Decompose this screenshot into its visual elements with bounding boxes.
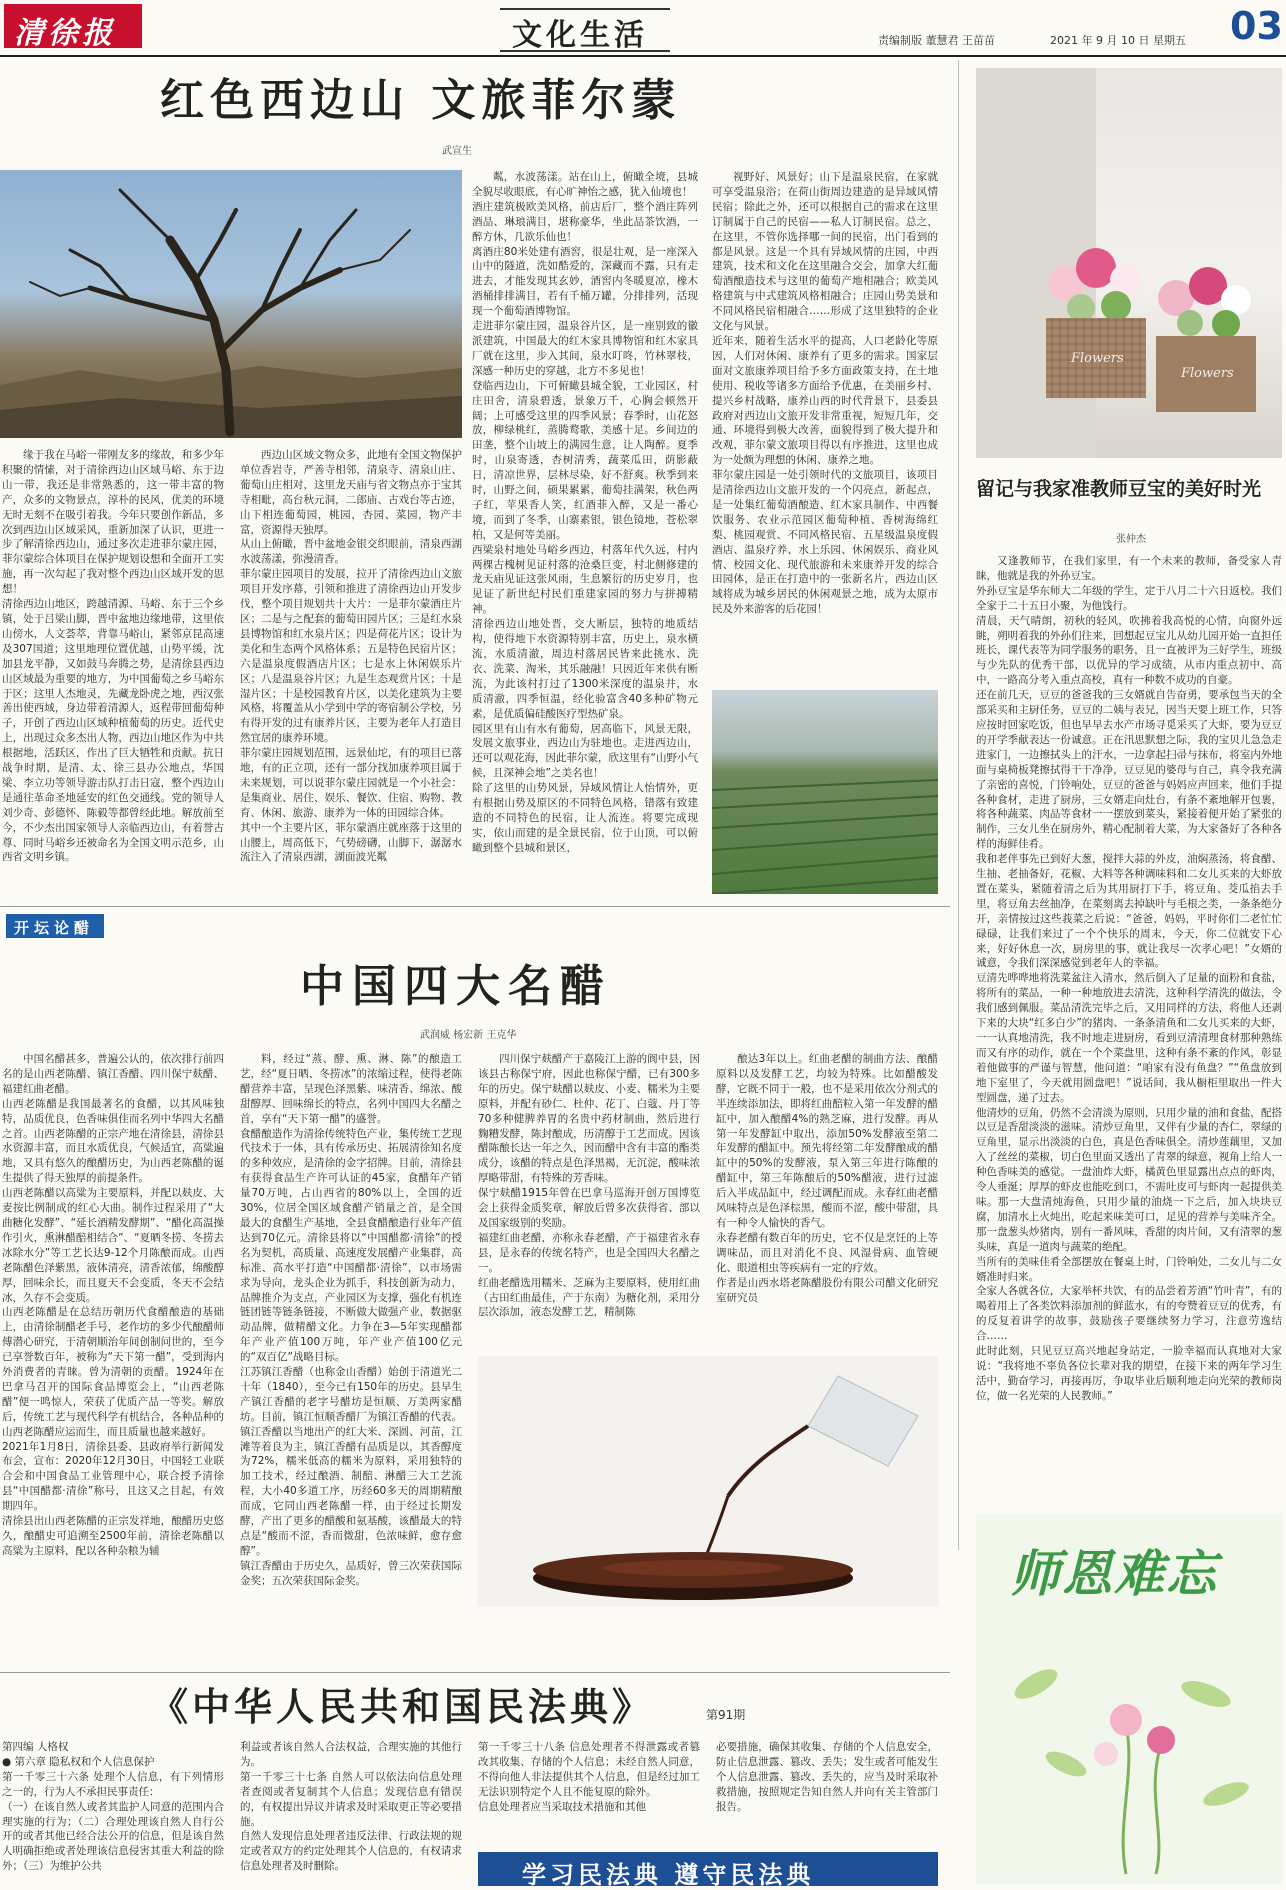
basket-label-1: Flowers	[1071, 351, 1124, 366]
vinegar-pour-drawing	[478, 1356, 938, 1606]
forum-title: 中国四大名醋	[300, 961, 612, 1012]
editor-credits: 责编制版 董慧君 王苗苗	[878, 34, 995, 47]
side-top-title: 留记与我家准教师豆宝的美好时光	[976, 478, 1262, 500]
civil-code-col4: 必要措施，确保其收集、存储的个人信息安全，防止信息泄露、篡改、丢失；发生或者可能发生个人信息泄露、篡改、丢失的，应当及时采取补救措施，按照规定告知自然人并向有关主管部门报告。	[716, 1741, 938, 1813]
side-top-text: 又逢教师节，在我们家里，有一个未来的教师，备受家人青睐，他就是我的外孙豆宝。 外孙豆宝是华东师大二年级的学生，定于八月二十六日返校。我们全家于二十五日小聚，为他饯行。 清晨，天气晴朗，初秋的轻风，吹拂着我高悦的心情，向窗外远眺，朔明着我的外孙们往来，回想起豆宝儿从幼儿园开始一直担任班长，课代表等为同学服务的职务，且一直被评为三好学生，班级与少先队的优秀干部，以优异的学习成绩，从市内重点初中、高中，一路高分考入重点高校，真有一种数不成功的自豪。 还在前几天，豆豆的爸爸我的三女婿就自告奋勇，要承包当天的全部采买和主厨任务，豆豆的二姨与表兄，因当天要上班工作，只答应按时回家吃饭，但也早早去水产市场寻觅采买了大虾，要为豆豆的开学季献表达一份诚意。正在汛思默想之际，我的宝贝儿急急走进家门，一边擦拭头上的汗水，一边拿起扫帚与抹布，将室内外地面与桌椅板凳擦拭得干干净净，豆豆见的婆母与自己，真令我充满了亲密的喜悦，门铃响处，豆豆的爸爸与妈妈应声回来，他们手提各种食材，走进了厨房，三女婿走向灶台，有条不紊地解开包裹，将各种蔬菜、肉品等食材一一摆放到菜头，紧接着便开始了紧张的制作，三女儿坐在厨房外，精心配制着大菜，为大家备好了各种各样的海鲜佳肴。 我和老伴事先已到好大葱，搅拌大蒜的外皮，油焖蒸汤，将食醋、生抽、老抽备好，花椒、大料等各种调味料和二女儿买来的大虾放置在菜头，紧随着清之后为其用厨打下手，将豆角、茭瓜掐去手里，将豆角去丝抽净，在菜刻离去掉缺叶与毛根之类，一条条绝分开，亲情按过这些莪菜之后说：“爸爸，妈妈，平时你们二老忙忙碌碌，让我们来过了一个个快乐的周末，今天，你二位就安下心来，好好休息一次，厨房里的事，就让我尽一次孝心吧！”女婿的诚意，令我们深深感觉到老年人的幸福。 豆清先哗哗地将洗菜盆注入清水，然后倒入了足量的面粉和食盐，将所有的菜品，一种一种地放进去清洗，这种科学清洗的做法，令我们感到佩服。菜品清洗完毕之后，又用同样的方法，将他人还剥下来的大块“红多白少”的猪肉、一条条清鱼和二女儿买来的大虾，一一认真地清洗，我不时地走进厨房，看到豆清清理食材那种熟练而又有序的动作，就在一个个菜盘里，这种有条不紊的作风，彰显着他做事的严谨与智慧，他问道：“咱家有没有鱼盘？”“鱼盘放到地下室里了，今天就用圆盘吧！”说话间，我从橱柜里取出一件大型圆盘，递了过去。 他清炒的豆角，仍然不会清淡为原则，只用少量的油和食盐，配搭以豆是香甜淡淡的滋味。清炒豆角里，又伴有少量的杏仁，翠绿的豆角里，显示出淡淡的白色，真是色香味俱全。清炒莲藕里，又加入了丝丝的菜椒，切白色里面又透出了青翠的绿意，视角上给人一种色香味美的感觉。一盘油炸大虾，橘黄色里显露出点点的虾肉，令人垂涎；厚厚的虾皮也能吃到口，不需吐皮可与虾肉一起提供美味。那一大盘清炖海鱼，只用少量的油烧一下之后，加入块块豆腐，加清水上火炖出，吃起来味美可口，足见的营养与美味齐全。那一盘葱头炒猪肉，别有一番风味，香甜的肉片间，又有清翠的葱头味，真是一道肉与蔬菜的绝配。 当所有的美味佳肴全部摆放在餐桌上时，门铃响处，二女儿与二女婿准时归来。 全家人各就各位，大家举杯共饮，有的品尝着芳酒“竹叶青”，有的喝着用上了各类饮料添加剂的鲜蓝水，有的夸赞着豆豆的优秀，有的反复着讲学的故事，鼓励孩子要继续努力学习，注意劳逸结合…… 此时此刻，只见豆豆高兴地起身站定，一脸幸福而认真地对大家说：“我将地不辜负各位长辈对我的期望，在接下来的两年学习生活中，勤奋学习，再接再厉，争取毕业后顺利地走向光荣的教师岗位，做一名光荣的人民教师。”	[976, 555, 1282, 1402]
forum-col2: 料，经过“蒸、酵、熏、淋、陈”的酿造工艺，经“夏日晒、冬捞冰”的浓缩过程，使得老陈醋营养丰富，呈现色泽黑紫、味清香、绵浓、酸甜醇厚、回味绵长的特点，名列中国四大名醋之首，享有“天下第一醋”的盛誉。 食醋酿造作为清徐传统特色产业，集传统工艺现代技术于一体，具有传承历史、拓展清徐知名度的多种效应，是清徐的金字招牌。目前，清徐县有获得食品生产许可认证的45家，食醋年产销量70万吨，占山西省的80%以上，全国的近30%，位居全国区域食醋产销量之首，是全国最大的食醋生产基地，全县食醋酿造行业年产值达到70亿元。清徐县将以“中国醋都·清徐”的授名为契机，高质量、高速度发展醋产业集群，高标准、高水平打造“中国醋都·清徐”，以市场需求为导向，龙头企业为抓手，科技创新为动力，品牌推介为支点，产业园区为支撑，强化有机连链团链等链条链接，不断做大做强产业，数据驱动品牌，做精醋文化。力争在3—5年实现醋都年产业产值100万吨，年产业产值100亿元的“双百亿”战略目标。 江苏镇江香醋（也称金山香醋）始创于清道光二十年（1840），至今已有150年的历史。县早生产镇江香醋的老字号醋坊是恒顺、万美两家醋坊。目前，镇江恒顺香醋厂为镇江香醋的代表。镇江香醋以当地出产的红大米、深圆、河苗，江滩等着良为主，镇江香醋有品质是以，其香醇度为72%，糯米低高的糯米为原料，采用独特的加工技术，经过酿酒、制醅、淋醋三大工艺流程，大小40多道工序，历经60多天的周期精酿而成，它同山西老陈醋一样，由于经过长期发酵，产出了更多的醋酸和氨基酸，该醋最大的特点是“酸而不涩，香而微甜，色浓味鲜，愈存愈醇”。 镇江香醋由于历史久，品质好，曾三次荣获国际金奖；五次荣获国际金奖。	[240, 1053, 462, 1587]
issue-date: 2021 年 9 月 10 日 星期五	[1050, 34, 1186, 47]
civil-code-col2: 利益或者该自然人合法权益，合理实施的其他行为。 第一千零三十七条 自然人可以依法向信息处理者查阅或者复制其个人信息；发现信息有错误的，有权提出异议并请求及时采取更正等必要措施。 自然人发现信息处理者违反法律、行政法规的规定或者双方的约定处理其个人信息的，有权请求信息处理者及时删除。	[240, 1741, 462, 1873]
forum-photo-vinegar	[478, 1356, 938, 1606]
forum-label: 开坛论醋	[14, 919, 95, 937]
masthead	[0, 0, 1286, 56]
flower-baskets-drawing	[976, 68, 1282, 458]
side-top-author: 张仲杰	[1116, 534, 1146, 545]
flowers-and-leaves-illustration	[976, 1624, 1282, 1884]
tree-drawing	[0, 170, 462, 438]
article1-col4: 视野好、风景好；山下是温泉民宿，在家就可享受温泉浴；在荷山街周边建造的是异域风情民宿；除此之外，还可以根据自己的需求在这里订制属于自己的民宿——私人订制民宿。总之，在这里，不管你选择哪一间的民宿，出门看到的都是风景。这是一个具有异域风情的庄园，中西建筑，技术和文化在这里融合交会，加拿大红葡萄酒酿造技术与这里的葡萄产地相融合；欧美风格建筑与中式建筑风格相融合；庄园山势美景和不同风格民宿相融合……形成了这里独特的企业文化与风景。 近年来，随着生活水平的提高，人口老龄化等原因，人们对休闲、康养有了更多的需求。国家层面对文旅康养项目给予多方面政策支持，在土地使用、税收等诸多方面给予优惠，在美丽乡村、提兴乡村战略，康养山西的时代背景下，县委县政府对西边山文旅开发非常重视，短短几年，交通、环境得到极大改善，面貌得到了极大提升和改观，菲尔蒙文旅项目得以有序推进，这里也成为一处颇为理想的休闲、康养之地。 菲尔蒙庄园是一处引领时代的文旅项目，该项目是清徐西边山文旅开发的一个闪亮点，新起点，是一处集红葡萄酒酿造、红木家具制作、中西餐饮服务、农业示范园区葡萄种植、香树海绵红梨、桃园观赏、不同风格民宿、五星级温泉度假酒店、温泉疗养、水上乐园、休闲娱乐、商业风情、校园文化、现代旅游和未来康养开发的综合田园体，是正在打造中的一张新名片，西边山区域将成为城乡居民的休闲观景之地，成为太原市民及外来游客的后花园！	[712, 171, 938, 616]
forum-top-rule	[0, 906, 950, 907]
forum-col3: 四川保宁麸醋产于嘉陵江上游的阆中县，因该县古称保宁府，因此也称保宁醋，已有300多年的历史。保宁麸醋以麸皮、小麦、糯米为主要原料，并配有砂仁、杜仲、花丁、白蔻、丹丁等70多种健脾养胃的名贵中药材制曲，然后进行麴糟发酵，陈封酿成，历清醇于工艺而成。因该醋陈酿长达一年之久，因而醋中含有丰富的酯类成分，该醋的特点是色泽黑褐，无沉淀，酸味浓厚略带甜，有特殊的芳香味。 保宁麸醋1915年曾在巴拿马巡海开创万国博览会上获得金质奖章，解放后曾多次获得省、部以及国家级别的奖励。 福建红曲老醋，亦称永春老醋，产于福建省永春县，是永春的传统名特产，也是全国四大名醋之一。 红曲老醋选用糯米、芝麻为主要原料，使用红曲（古田红曲最佳，产于东南）为糖化剂，采用分层次添加，液态发酵工艺，精制陈	[478, 1053, 700, 1319]
section-title: 文化生活	[512, 18, 648, 53]
vineyard-drawing	[712, 690, 938, 894]
civil-code-title: 《中华人民共和国民法典》	[150, 1684, 655, 1729]
article1-col3: 粼，水波荡漾。站在山上，俯瞰全境，县城全貌尽收眼底，有心旷神怡之感，犹入仙境也！ 酒庄建筑极欧美风格，前店后厂，整个酒庄阵列酒品、琳琅满目，堪称豪华，坐此品茶饮酒，一醉方休，几欲乐仙也！ 离酒庄80米处建有酒窖，很是壮观，是一座深入山中的隧道，洗如酷爱的，深藏而不露，只有走进去，才能发现其玄妙，酒窖内冬暖夏凉，橡木酒桶排排满目，若有千桶万罐，分排排列，活现现一个葡萄酒博物馆。 走进菲尔蒙庄园，温泉谷片区，是一座别致的徽派建筑，中国最大的红木家具博物馆和红木家具厂就在这里，步入其间，泉水叮咚，竹林翠枝，深感一种历史的穿越，北方不多见也！ 登临西边山，下可俯瞰县城全貌，工业园区，村庄田舍，清泉碧透，景象万千，心胸会顿然开阔；上可感受这里的四季风景；春季时，山花怒放，柳绿桃红，蒸腾鹜歌，美感十足。乡间边的田垄，整个山坡上的满园生意，让人陶醉。夏季时，山泉寄透，杏树清秀，蔬菜瓜田，荫影蔽日，清凉世界，层林尽染，好不舒爽。秋季到来时，山野之间，硕果累累，葡萄挂满架，秋色两子红，苹果香人笑，红酒菲入醉，又是一番心境，而到了冬季，山寨素银，银色镜地，苍松翠柏，又是何等美丽。 西梁泉村地处马峪乡西边，村落年代久远，村内两棵古槐树见证村落的沧桑巨变，村北侧修建的龙天庙见证这张风雨，生息繁衍的历史岁月，也见证了新世纪村民们重建家园的努力与拼搏精神。 清徐西边山地处晋，交大断层，独特的地质结构，使得地下水资源特别丰富，历史上，泉水横流，水质清澈，周边村落居民皆来此挑水、洗衣、洗菜、淘米，其乐融融！只因近年来供有断流，为此该村打过了1300米深度的温泉井，水质清澈，四季恒温，经化验富含40多种矿物元素，是优质偏硅酸医疗型热矿泉。 园区里有山有水有葡萄，居高临下，风景无限，发展文旅事业，西边山为驻地也。走进西边山，还可以观花海，因此菲尔蒙，欣这里有“山野小气候，且深神会地”之美名也！ 除了这里的山势风景，异域风情让人怡情外，更有根据山势及原区的不同特色风格，错落有致建造的不同特色的民宿，让人流连。将要完成现实，依山而建的是全景民宿，位于山顶，可以俯瞰到整个县城和景区，	[472, 171, 698, 854]
masthead-rule	[0, 55, 1286, 57]
forum-col4: 酿达3年以上。红曲老醋的制曲方法、酿醋原料以及发酵工艺，均较为特殊。比如醋酸发酵，它既不同于一般，也不是采用依次分剂式的半连续添加法，即将红曲醅粒入第一年发酵的醋缸中，加入酿醋4%的熟芝麻，进行发酵。再从第一年发酵缸中取出，添加50%发酵液至第二年发酵的醋缸中。预先将经第二年发酵酿成的醋缸中的50%的发酵液，泵入第三年进行陈酿的醋缸中，第三年陈酿后的50%醋液，进行过滤后入半成品缸中，经过调配而成。永春红曲老醋风味特点是色泽棕黑，酸而不涩，酸中带甜，具有一种令人愉快的香气。 永春老醋有数百年的历史，它不仅是烹饪的上等调味品，而且对消化不良、风湿骨病、血管硬化、眼道相虫等疾病有一定的疗效。 作者是山西水塔老陈醋股份有限公司醋文化研究室研究员	[716, 1053, 938, 1304]
civil-code-slogan: 学习民法典 遵守民法典	[522, 1860, 815, 1889]
basket-label-2: Flowers	[1181, 366, 1234, 381]
page-number: 03	[1230, 4, 1283, 48]
article1-col2: 西边山区域文物众多，此地有全国文物保护单位香岩寺，严善寺相邻，清泉寺、清泉山庄、葡萄山庄相对，这里龙天庙与省文物点亦于宝其寺相毗，高台秋元洞，二郎庙、古戏台等古迹，山下相连葡萄园，桃园，杏园、菜园，物产丰富，资源得天独厚。 从山上俯瞰，晋中盆地金银交织眼前，清泉西湖水波荡漾，弥漫清香。 菲尔蒙庄园项目的发展，拉开了清徐西边山文旅项目开发序幕，引领和推进了清徐西边山开发步伐，整个项目规划共十大片：一是菲尔蒙酒庄片区；二是与之配套的葡萄田园片区；三是红水泉县博物馆和红水泉片区；四是荷花片区；设计为美化和生态两个风格体系；五是特色民宿片区；六是温泉度假酒店片区；七是水上休闲娱乐片区；八是温泉谷片区；九是生态观赏片区；十是湿片区；十是校园教育片区，以美化建筑为主要风格，将覆盖从小学到中学的寄宿制公学校，另有得开发的过有康养片区，主要为老年人打造目然宜居的康养环境。 菲尔蒙庄园规划范围，远景仙坨，有的项目已落地，有的正立项，还有一部分找加康养项目属于未来规划，可以说菲尔蒙庄园就是一个小社会：是集商业、居住、娱乐、餐饮、住宿、购物、教育、休闲、旅游、康养为一体的田园综合体。 其中一个主要片区，菲尔蒙酒庄就座落于这里的山腰上，周高低下，气势磅礴，山脚下，潺潺水流注入了清泉西湖，湖面波光粼	[240, 449, 462, 864]
article1-title: 红色西边山 文旅菲尔蒙	[160, 75, 682, 126]
article1-photo-vineyard	[712, 690, 938, 894]
civil-code-top-rule	[0, 1672, 950, 1673]
article1-author: 武宣生	[442, 146, 472, 157]
article1-photo-tree	[0, 170, 462, 438]
civil-code-issue: 第91期	[706, 1708, 746, 1722]
civil-code-col3: 第一千零三十八条 信息处理者不得泄露或者篡改其收集、存储的个人信息；未经自然人同意，不得向他人非法提供其个人信息，但是经过加工无法识别特定个人且不能复原的除外。 信息处理者应当采取技术措施和其他	[478, 1741, 700, 1813]
side-bottom-panel	[976, 1514, 1282, 1884]
divider-article1-side	[958, 60, 959, 1550]
side-bottom-title: 师恩难忘	[1010, 1544, 1218, 1603]
civil-code-col1: 第四编 人格权 ● 第六章 隐私权和个人信息保护 第一千零三十六条 处理个人信息，有下列情形之一的，行为人不承担民事责任： （一）在该自然人或者其监护人同意的范围内合理实施的行为；（二）合理处理该自然人自行公开的或者其他已经合法公开的信息，但是该自然人明确拒绝或者处理该信息侵害其重大利益的除外；（三）为维护公共	[2, 1741, 224, 1873]
forum-authors: 武润威 杨宏新 王克华	[420, 1030, 517, 1041]
article1-col1: 缘于我在马峪一带刚友多的缘故，和多少年积聚的情愫，对于清徐西边山区域马峪、东于边山一带，我还是非常熟悉的，这一带丰富的物产，众多的文物景点，淳朴的民风，优美的环境无时无刻不在吸引着我。今年只要创作新品，多次到西边山区域采风，重新加深了认识，更进一步了解清徐西边山，通过多次走进菲尔蒙庄园，菲尔蒙综合体项目在保护规划设想和全面开工实施，再一次勾起了我对整个西边山区域开发的思想！ 清徐西边山地区，跨越清源、马峪、东于三个乡镇，处于吕梁山脚，晋中盆地边缘地带，这里依山傍水，人文荟萃，背靠马峪山，紧邻京昆高速及307国道；这里地理位置优越，山势平缓，沈加县龙平静，又如鼓马奔腾之势，是清徐县西边山区域最为重要的地方，为中国葡萄之乡马峪东于区；这里人杰地灵，先藏龙卧虎之地，西汉张善出使西域，身边带着清源人，返程带回葡萄种子，开创了西边山区域种植葡萄的历史。近代史上，出现过众多杰出人物，西边山地区作为中共根据地，活跃区，作出了巨大牺牲和贡献。抗日战争时期，是清、太、徐三县办公地点，华国梁、李立功等领导游击队打击日寇，整个西边山是通往革命圣地延安的红色交通线。党的领导人刘少奇、彭德怀、陈毅等都曾经此地。解放前至今，不少杰出国家领导人亲临西边山，有着誉古尊、同时马峪乡还被命名为全国文明示范乡，山西省文明乡镇。	[2, 449, 224, 864]
side-photo-flowers	[976, 68, 1282, 458]
forum-col1: 中国名醋甚多，普遍公认的，依次排行前四名的是山西老陈醋、镇江香醋、四川保宁麸醋、福建红曲老醋。 山西老陈醋是我国最著名的食醋，以其风味独特，品质优良，色香味俱佳而名列中华四大名醋之首。山西老陈醋的正宗产地在清徐县，清徐县水资源丰富，而且水质优良，气候适宜，高粱遍地，又具有悠久的酿醋历史，为山西老陈醋的诞生提供了得天独厚的前提条件。 山西老陈醋以高粱为主要原料，并配以麸皮、大麦按比例制成的红心大曲。制作过程采用了“大曲糖化发酵”、“延长酒精发酵期”、“醋化高温操作引火，熏淋醋醅相结合”、“夏晒冬捞、冬捞去冰除水分”等工艺长达9-12个月陈酿而成。山西老陈醋色泽紫黑，液体清亮，清香浓郁，绵酸醇厚，回味余长，而且夏天不会变质，冬天不会结冰，久存不会变质。 山西老陈醋是在总结历朝历代食醋酿造的基础上，由清徐制醋老手号，老作坊的多少代酿醋师傅潜心研究，于清朝顺治年间创制问世的，至今已享誉数百年，被称为“天下第一醋”，受到海内外消费者的青睐。曾为清朝的贡醋。1924年在巴拿马召开的国际食品博览会上，“山西老陈醋”便一鸣惊人，荣获了优质产品一等奖。解放后，传统工艺与现代科学有机结合，各种品种的山西老陈醋应运而生，而且质量也越来越好。 2021年1月8日，清徐县委、县政府举行新闻发布会，宣布：2020年12月30日，中国轻工业联合会和中国食品工业管理中心，联合授予清徐县“中国醋都·清徐”称号，且这又之目起，有效期四年。 清徐县出山西老陈醋的正宗发祥地，酿醋历史悠久，酿醋史可追溯至2500年前，清徐老陈醋以高粱为主原料，配以各种杂粮为辅	[2, 1053, 224, 1557]
newspaper-logo-text: 清徐报	[14, 16, 116, 51]
